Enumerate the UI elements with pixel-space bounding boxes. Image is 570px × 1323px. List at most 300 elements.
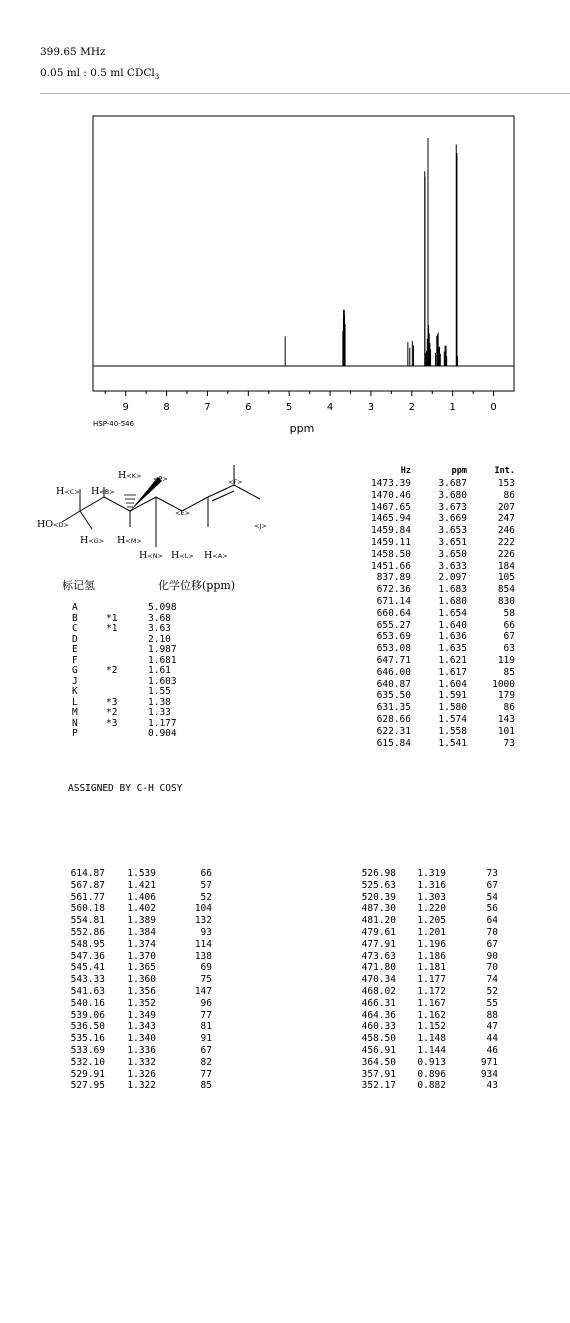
assignment-method: ASSIGNED BY C-H COSY xyxy=(68,783,183,794)
nmr-spectrum-chart xyxy=(0,0,570,440)
x-tick-label: 1 xyxy=(449,402,456,413)
int-cell: 52 xyxy=(486,985,498,997)
spectrometer-frequency: 399.65 MHz xyxy=(40,46,106,58)
int-cell: 147 xyxy=(194,985,212,997)
hz-cell: 520.39 xyxy=(361,891,396,903)
proton-label-cell: P xyxy=(72,728,78,739)
hz-cell: 464.36 xyxy=(361,1009,396,1021)
peak-row xyxy=(58,868,212,880)
ppm-cell: 0.913 xyxy=(417,1056,446,1068)
int-cell: 57 xyxy=(200,879,212,891)
assignment-row xyxy=(72,698,208,709)
hz-cell: 554.81 xyxy=(70,915,105,927)
peak-table-header xyxy=(355,464,515,478)
int-cell: 75 xyxy=(200,974,212,986)
int-cell: 85 xyxy=(200,1080,212,1092)
ppm-cell: 3.650 xyxy=(438,548,467,560)
hz-cell: 552.86 xyxy=(70,926,105,938)
hz-cell: 539.06 xyxy=(70,1009,105,1021)
ppm-cell: 1.220 xyxy=(417,903,446,915)
peak-row xyxy=(352,1045,498,1057)
hz-cell: 364.50 xyxy=(361,1056,396,1068)
proton-label-cell: M xyxy=(72,707,78,718)
proton-label-cell: F xyxy=(72,654,78,666)
hz-cell: 631.35 xyxy=(376,702,411,714)
peak-row xyxy=(58,1080,212,1092)
peak-row xyxy=(352,1080,498,1092)
x-tick-label: 8 xyxy=(163,402,170,413)
shift-cell: 3.68 xyxy=(148,612,171,624)
ppm-cell: 1.591 xyxy=(438,690,467,702)
ppm-cell: 1.196 xyxy=(417,938,446,950)
peak-row xyxy=(352,1069,498,1081)
hz-cell: 837.89 xyxy=(376,572,411,584)
hz-cell: 653.69 xyxy=(376,631,411,643)
hz-cell: 535.16 xyxy=(70,1033,105,1045)
marker-cell: *2 xyxy=(106,707,118,718)
peak-row xyxy=(352,880,498,892)
int-cell: 67 xyxy=(486,938,498,950)
peak-row xyxy=(58,974,212,986)
plot-frame xyxy=(93,116,514,391)
ppm-cell: 1.144 xyxy=(417,1044,446,1056)
peak-row xyxy=(355,643,515,655)
int-cell: 67 xyxy=(200,1044,212,1056)
int-cell: 854 xyxy=(497,584,515,596)
hz-cell: 526.98 xyxy=(361,868,396,879)
peak-row xyxy=(355,655,515,667)
x-tick-label: 4 xyxy=(326,402,334,413)
peak-row xyxy=(355,537,515,549)
hz-cell: 473.63 xyxy=(361,950,396,962)
assignment-col2-header: 化学位移(ppm) xyxy=(158,579,236,592)
int-cell: 73 xyxy=(486,868,498,879)
peak-row xyxy=(355,596,515,608)
peak-row xyxy=(355,584,515,596)
int-cell: 153 xyxy=(497,478,515,489)
peak-row xyxy=(58,880,212,892)
int-cell: 222 xyxy=(497,536,515,548)
int-cell: 104 xyxy=(194,903,212,915)
ppm-cell: 1.181 xyxy=(417,962,446,974)
hz-cell: 458.50 xyxy=(361,1033,396,1045)
peak-row xyxy=(355,502,515,514)
label-h-g: H<G> xyxy=(80,535,105,546)
ppm-cell: 2.097 xyxy=(438,572,467,584)
hz-cell: 628.66 xyxy=(376,713,411,725)
int-cell: 119 xyxy=(497,654,515,666)
peak-row xyxy=(355,513,515,525)
int-cell: 66 xyxy=(503,619,515,631)
shift-cell: 1.33 xyxy=(148,707,171,718)
hz-cell: 466.31 xyxy=(361,997,396,1009)
ppm-cell: 0.896 xyxy=(417,1068,446,1080)
hz-cell: 1458.50 xyxy=(370,548,411,560)
peak-row xyxy=(352,927,498,939)
hz-cell: 481.20 xyxy=(361,915,396,927)
hz-cell: 479.61 xyxy=(361,926,396,938)
int-cell: 93 xyxy=(200,926,212,938)
assignment-row xyxy=(72,624,208,635)
hz-cell: 468.02 xyxy=(361,985,396,997)
int-cell: 66 xyxy=(200,868,212,879)
hz-cell: 1467.65 xyxy=(370,501,411,513)
assignment-row xyxy=(72,635,208,646)
int-cell: 52 xyxy=(200,891,212,903)
hz-cell: 1451.66 xyxy=(370,560,411,572)
label-p: <P> xyxy=(153,475,168,483)
ppm-cell: 1.319 xyxy=(417,868,446,879)
peak-row xyxy=(352,974,498,986)
int-cell: 86 xyxy=(503,489,515,501)
hz-cell: 456.91 xyxy=(361,1044,396,1056)
ppm-cell: 1.640 xyxy=(438,619,467,631)
assignment-row xyxy=(72,603,208,614)
int-cell: 55 xyxy=(486,997,498,1009)
shift-cell: 1.681 xyxy=(148,654,177,666)
peak-row xyxy=(58,1045,212,1057)
ppm-cell: 1.360 xyxy=(127,974,156,986)
int-cell: 54 xyxy=(486,891,498,903)
peak-row xyxy=(58,1033,212,1045)
peak-row xyxy=(58,1057,212,1069)
peak-row xyxy=(355,738,515,750)
int-cell: 143 xyxy=(497,713,515,725)
int-cell: 70 xyxy=(486,926,498,938)
label-h-k: H<K> xyxy=(118,470,142,481)
ppm-cell: 3.680 xyxy=(438,489,467,501)
marker-cell: *2 xyxy=(106,665,118,676)
sample-subscript: 3 xyxy=(154,73,160,82)
shift-cell: 1.61 xyxy=(148,665,171,676)
assignment-col1-header: 标记氢 xyxy=(62,579,95,592)
peak-row xyxy=(355,478,515,490)
ppm-cell: 1.322 xyxy=(127,1080,156,1092)
ppm-cell: 1.402 xyxy=(127,903,156,915)
shift-cell: 1.55 xyxy=(148,686,171,697)
hz-cell: 1473.39 xyxy=(370,478,411,489)
int-cell: 77 xyxy=(200,1068,212,1080)
proton-label-cell: D xyxy=(72,633,78,645)
proton-label-cell: E xyxy=(72,644,78,655)
peak-row xyxy=(352,998,498,1010)
int-cell: 247 xyxy=(497,513,515,525)
label-h-n: H<N> xyxy=(139,550,164,561)
hz-cell: 527.95 xyxy=(70,1080,105,1092)
int-cell: 184 xyxy=(497,560,515,572)
ppm-cell: 1.384 xyxy=(127,926,156,938)
ppm-cell: 1.162 xyxy=(417,1009,446,1021)
ppm-cell: 3.633 xyxy=(438,560,467,572)
peak-row xyxy=(58,1069,212,1081)
ppm-cell: 1.343 xyxy=(127,1021,156,1033)
int-cell: 207 xyxy=(497,501,515,513)
peak-row xyxy=(352,915,498,927)
int-cell: 47 xyxy=(486,1021,498,1033)
peak-row xyxy=(58,962,212,974)
ppm-cell: 3.673 xyxy=(438,501,467,513)
int-cell: 132 xyxy=(194,915,212,927)
marker-cell: *3 xyxy=(106,717,118,729)
hz-cell: 540.16 xyxy=(70,997,105,1009)
int-cell: 830 xyxy=(497,595,515,607)
peak-row xyxy=(58,915,212,927)
int-cell: 74 xyxy=(486,974,498,986)
peak-row xyxy=(58,986,212,998)
int-header: Int. xyxy=(494,466,515,476)
ppm-cell: 1.172 xyxy=(417,985,446,997)
peak-row xyxy=(355,608,515,620)
assignment-row xyxy=(72,708,208,719)
assignment-row xyxy=(72,729,208,740)
peak-row xyxy=(355,572,515,584)
label-f: <F> xyxy=(228,478,243,486)
label-h-c: H<C> xyxy=(56,486,80,497)
hz-cell: 525.63 xyxy=(361,879,396,891)
peak-row xyxy=(58,998,212,1010)
peak-row xyxy=(352,1057,498,1069)
ppm-cell: 1.336 xyxy=(127,1044,156,1056)
ppm-cell: 1.421 xyxy=(127,879,156,891)
int-cell: 70 xyxy=(486,962,498,974)
hz-cell: 1470.46 xyxy=(370,489,411,501)
assignment-table xyxy=(72,603,208,740)
x-tick-label: 0 xyxy=(490,402,497,413)
ppm-cell: 1.167 xyxy=(417,997,446,1009)
spectrum-code: HSP-40-546 xyxy=(93,420,135,428)
peak-row xyxy=(58,939,212,951)
assignment-row xyxy=(72,719,208,730)
peak-row xyxy=(355,714,515,726)
int-cell: 90 xyxy=(486,950,498,962)
ppm-cell: 1.365 xyxy=(127,962,156,974)
int-cell: 56 xyxy=(486,903,498,915)
ppm-cell: 1.177 xyxy=(417,974,446,986)
shift-cell: 1.177 xyxy=(148,717,177,729)
ppm-cell: 1.617 xyxy=(438,666,467,678)
int-cell: 86 xyxy=(503,702,515,714)
peak-row xyxy=(355,690,515,702)
peak-row xyxy=(352,1033,498,1045)
ppm-cell: 1.326 xyxy=(127,1068,156,1080)
hz-cell: 1465.94 xyxy=(370,513,411,525)
peak-row xyxy=(352,939,498,951)
ppm-cell: 3.669 xyxy=(438,513,467,525)
ppm-cell: 1.370 xyxy=(127,950,156,962)
label-h-a: H<A> xyxy=(204,550,228,561)
peak-row xyxy=(352,892,498,904)
ppm-cell: 1.332 xyxy=(127,1056,156,1068)
hz-cell: 561.77 xyxy=(70,891,105,903)
int-cell: 67 xyxy=(486,879,498,891)
marker-cell: *3 xyxy=(106,696,118,708)
hz-cell: 536.50 xyxy=(70,1021,105,1033)
ppm-cell: 3.687 xyxy=(438,478,467,489)
proton-label-cell: L xyxy=(72,696,78,708)
hz-cell: 1459.11 xyxy=(370,536,411,548)
int-cell: 43 xyxy=(486,1080,498,1092)
hz-cell: 547.36 xyxy=(70,950,105,962)
int-cell: 105 xyxy=(497,572,515,584)
hz-cell: 352.17 xyxy=(361,1080,396,1092)
proton-label-cell: J xyxy=(72,675,78,687)
peak-row xyxy=(58,951,212,963)
assignment-row xyxy=(72,614,208,625)
hz-cell: 1459.84 xyxy=(370,525,411,537)
hz-cell: 614.87 xyxy=(70,868,105,879)
ppm-cell: 1.683 xyxy=(438,584,467,596)
peak-row xyxy=(355,679,515,691)
sample-text: 0.05 ml : 0.5 ml CDCl xyxy=(40,67,155,79)
peak-row xyxy=(352,962,498,974)
shift-cell: 1.603 xyxy=(148,675,177,687)
hz-cell: 545.41 xyxy=(70,962,105,974)
hz-cell: 470.34 xyxy=(361,974,396,986)
ppm-cell: 1.316 xyxy=(417,879,446,891)
shift-cell: 1.987 xyxy=(148,644,177,655)
peak-row xyxy=(58,1021,212,1033)
int-cell: 85 xyxy=(503,666,515,678)
ppm-cell: 1.340 xyxy=(127,1033,156,1045)
ppm-cell: 1.201 xyxy=(417,926,446,938)
peak-row xyxy=(355,561,515,573)
label-h-m: H<M> xyxy=(117,535,142,546)
hz-cell: 487.30 xyxy=(361,903,396,915)
ppm-header: ppm xyxy=(451,466,467,476)
hz-cell: 671.14 xyxy=(376,595,411,607)
marker-cell: *1 xyxy=(106,623,118,634)
peak-row xyxy=(355,490,515,502)
shift-cell: 5.098 xyxy=(148,602,177,613)
int-cell: 114 xyxy=(194,938,212,950)
ppm-cell: 1.635 xyxy=(438,643,467,655)
peak-row xyxy=(352,1010,498,1022)
x-tick-label: 6 xyxy=(245,402,252,413)
x-tick-label: 3 xyxy=(367,402,375,413)
int-cell: 226 xyxy=(497,548,515,560)
label-j: <J> xyxy=(254,522,267,530)
ppm-cell: 1.680 xyxy=(438,595,467,607)
peak-row xyxy=(355,525,515,537)
hz-cell: 477.91 xyxy=(361,938,396,950)
hz-cell: 533.69 xyxy=(70,1044,105,1056)
hz-cell: 543.33 xyxy=(70,974,105,986)
int-cell: 69 xyxy=(200,962,212,974)
peak-row xyxy=(58,903,212,915)
peak-row xyxy=(355,667,515,679)
marker-cell xyxy=(106,687,148,698)
peak-row xyxy=(355,631,515,643)
shift-cell: 1.38 xyxy=(148,696,171,708)
int-cell: 91 xyxy=(200,1033,212,1045)
assignment-row xyxy=(72,687,208,698)
hz-cell: 567.87 xyxy=(70,879,105,891)
int-cell: 58 xyxy=(503,607,515,619)
hz-cell: 529.91 xyxy=(70,1068,105,1080)
peak-row xyxy=(58,1010,212,1022)
hz-cell: 660.64 xyxy=(376,607,411,619)
x-tick-label: 5 xyxy=(286,402,293,413)
proton-label-cell: C xyxy=(72,623,78,634)
peak-row xyxy=(352,951,498,963)
shift-cell: 2.10 xyxy=(148,633,171,645)
shift-cell: 3.63 xyxy=(148,623,171,634)
peak-row xyxy=(355,620,515,632)
int-cell: 246 xyxy=(497,525,515,537)
hz-cell: 357.91 xyxy=(361,1068,396,1080)
x-tick-label: 7 xyxy=(204,402,211,413)
ppm-cell: 1.558 xyxy=(438,725,467,737)
int-cell: 64 xyxy=(486,915,498,927)
hz-header: Hz xyxy=(400,466,411,476)
peak-row xyxy=(355,549,515,561)
int-cell: 82 xyxy=(200,1056,212,1068)
x-tick-label: 2 xyxy=(408,402,416,413)
hz-cell: 541.63 xyxy=(70,985,105,997)
assignment-row xyxy=(72,666,208,677)
ppm-cell: 1.303 xyxy=(417,891,446,903)
hz-cell: 646.00 xyxy=(376,666,411,678)
int-cell: 971 xyxy=(480,1056,498,1068)
marker-cell xyxy=(106,645,148,656)
int-cell: 77 xyxy=(200,1009,212,1021)
int-cell: 46 xyxy=(486,1044,498,1056)
hz-cell: 560.18 xyxy=(70,903,105,915)
marker-cell xyxy=(106,635,148,646)
peak-table-2 xyxy=(58,868,212,1092)
proton-label-cell: G xyxy=(72,665,78,676)
ppm-cell: 1.352 xyxy=(127,997,156,1009)
ppm-cell: 1.574 xyxy=(438,713,467,725)
int-cell: 96 xyxy=(200,997,212,1009)
hz-cell: 647.71 xyxy=(376,654,411,666)
hz-cell: 655.27 xyxy=(376,619,411,631)
proton-label-cell: K xyxy=(72,686,78,697)
ppm-cell: 1.389 xyxy=(127,915,156,927)
ppm-cell: 1.148 xyxy=(417,1033,446,1045)
peak-table-1 xyxy=(355,464,515,749)
assignment-row xyxy=(72,677,208,688)
hz-cell: 460.33 xyxy=(361,1021,396,1033)
peak-row xyxy=(355,702,515,714)
ppm-cell: 3.651 xyxy=(438,536,467,548)
ppm-cell: 1.406 xyxy=(127,891,156,903)
hz-cell: 615.84 xyxy=(376,737,411,749)
proton-label-cell: B xyxy=(72,612,78,624)
ppm-cell: 1.349 xyxy=(127,1009,156,1021)
ppm-cell: 1.205 xyxy=(417,915,446,927)
peak-row xyxy=(352,1021,498,1033)
int-cell: 63 xyxy=(503,643,515,655)
ppm-cell: 1.186 xyxy=(417,950,446,962)
label-h-b: H<B> xyxy=(91,486,115,497)
hz-cell: 635.50 xyxy=(376,690,411,702)
ppm-cell: 0.882 xyxy=(417,1080,446,1092)
ppm-cell: 1.539 xyxy=(127,868,156,879)
peak-row xyxy=(352,986,498,998)
x-tick-label: 9 xyxy=(122,402,129,413)
int-cell: 138 xyxy=(194,950,212,962)
assignment-row xyxy=(72,656,208,667)
int-cell: 44 xyxy=(486,1033,498,1045)
label-e: <E> xyxy=(175,509,190,517)
hz-cell: 640.87 xyxy=(376,678,411,690)
peak-row xyxy=(58,892,212,904)
int-cell: 1000 xyxy=(492,678,515,690)
hz-cell: 653.08 xyxy=(376,643,411,655)
peak-row xyxy=(58,927,212,939)
int-cell: 81 xyxy=(200,1021,212,1033)
